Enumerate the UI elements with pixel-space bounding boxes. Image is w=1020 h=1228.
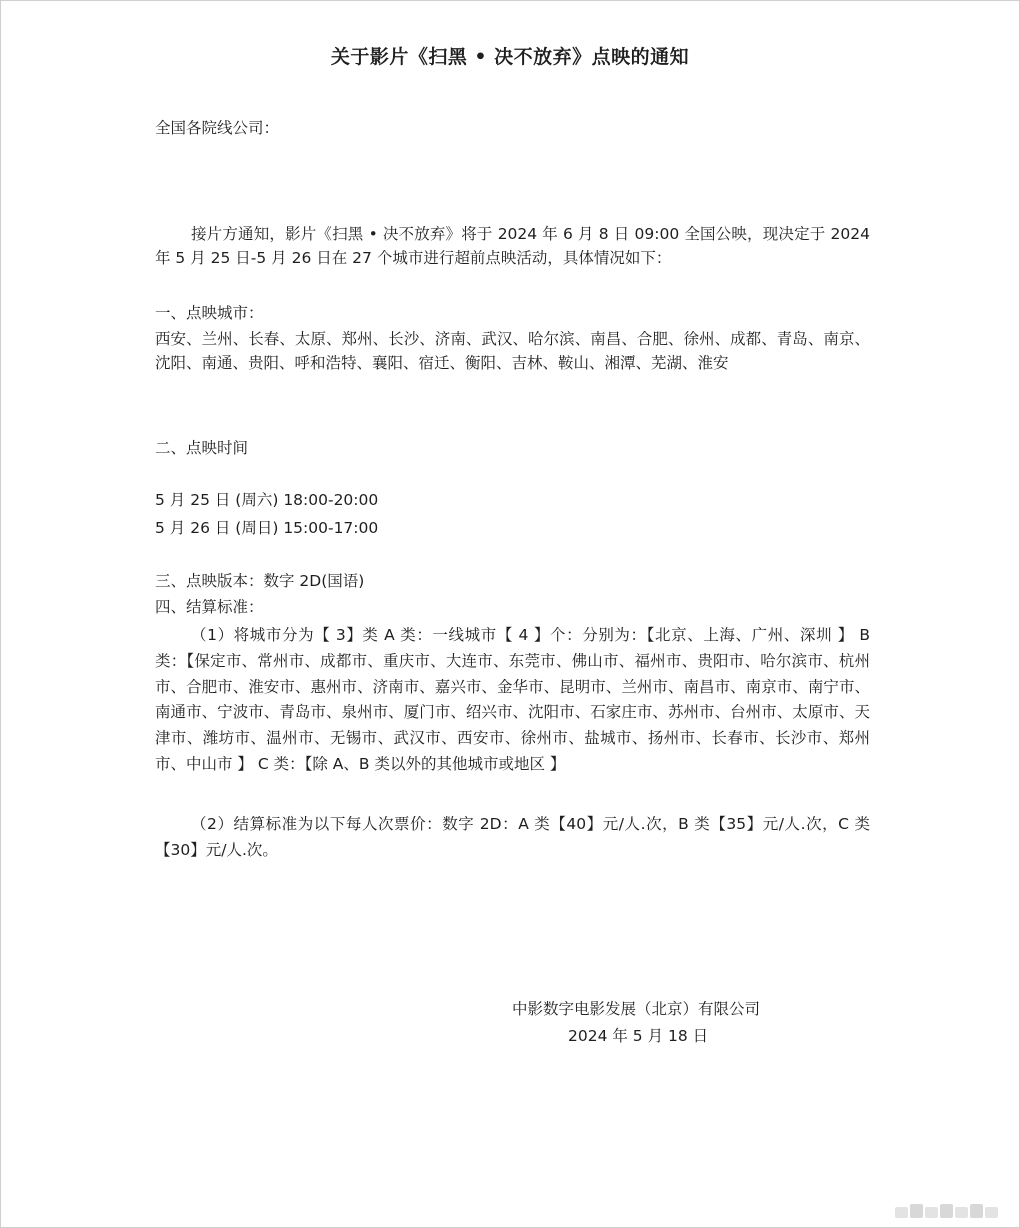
watermark-logo <box>895 1204 998 1218</box>
section-settlement-heading: 四、结算标准： <box>155 598 264 616</box>
signature-date: 2024 年 5 月 18 日 <box>568 1027 709 1045</box>
salutation: 全国各院线公司： <box>155 119 280 137</box>
time-slot-1: 5 月 25 日 (周六) 18:00-20:00 <box>155 491 379 509</box>
intro-paragraph: 接片方通知，影片《扫黑 • 决不放弃》将于 2024 年 6 月 8 日 09:00 全国公映，现决定于 2024 年 5 月 25 日-5 月 26 日在 27 个城市进行超前点映活动，具体情况如下： <box>155 225 870 267</box>
signer-name: 中影数字电影发展（北京）有限公司 <box>512 1000 761 1018</box>
section-time-heading: 二、点映时间 <box>155 439 249 457</box>
time-slot-2: 5 月 26 日 (周日) 15:00-17:00 <box>155 519 379 537</box>
document-title: 关于影片《扫黑 • 决不放弃》点映的通知 <box>330 46 690 68</box>
settlement-item-2: （2）结算标准为以下每人次票价：数字 2D：A 类【40】元/人.次，B 类【35】元/人.次，C 类【30】元/人.次。 <box>155 815 870 859</box>
section-cities-list: 西安、兰州、长春、太原、郑州、长沙、济南、武汉、哈尔滨、南昌、合肥、徐州、成都、青岛、南京、沈阳、南通、贵阳、呼和浩特、襄阳、宿迁、衡阳、吉林、鞍山、湘潭、芜湖、淮安 <box>155 330 870 372</box>
section-cities-heading: 一、点映城市： <box>155 304 264 322</box>
settlement-item-1: （1）将城市分为【 3】类 A 类：一线城市【 4 】个：分别为：【北京、上海、广州、深圳 】 B 类：【保定市、常州市、成都市、重庆市、大连市、东莞市、佛山市、福州市、贵阳市、哈尔滨市、杭州市、合肥市、淮安市、惠州市、济南市、嘉兴市、金华市、昆明市、兰州市、南昌市、南京市、南宁市、南通市、宁波市、青岛市、泉州市、厦门市、绍兴市、沈阳市、石家庄市、苏州市、台州市、太原市、天津市、潍坊市、温州市、无锡市、武汉市、西安市、徐州市、盐城市、扬州市、长春市、长沙市、郑州市、中山市 】 C 类：【除 A、B 类以外的其他城市或地区 】 <box>155 626 870 773</box>
section-version: 三、点映版本：数字 2D(国语) <box>155 572 365 590</box>
signature-block <box>512 996 812 1050</box>
